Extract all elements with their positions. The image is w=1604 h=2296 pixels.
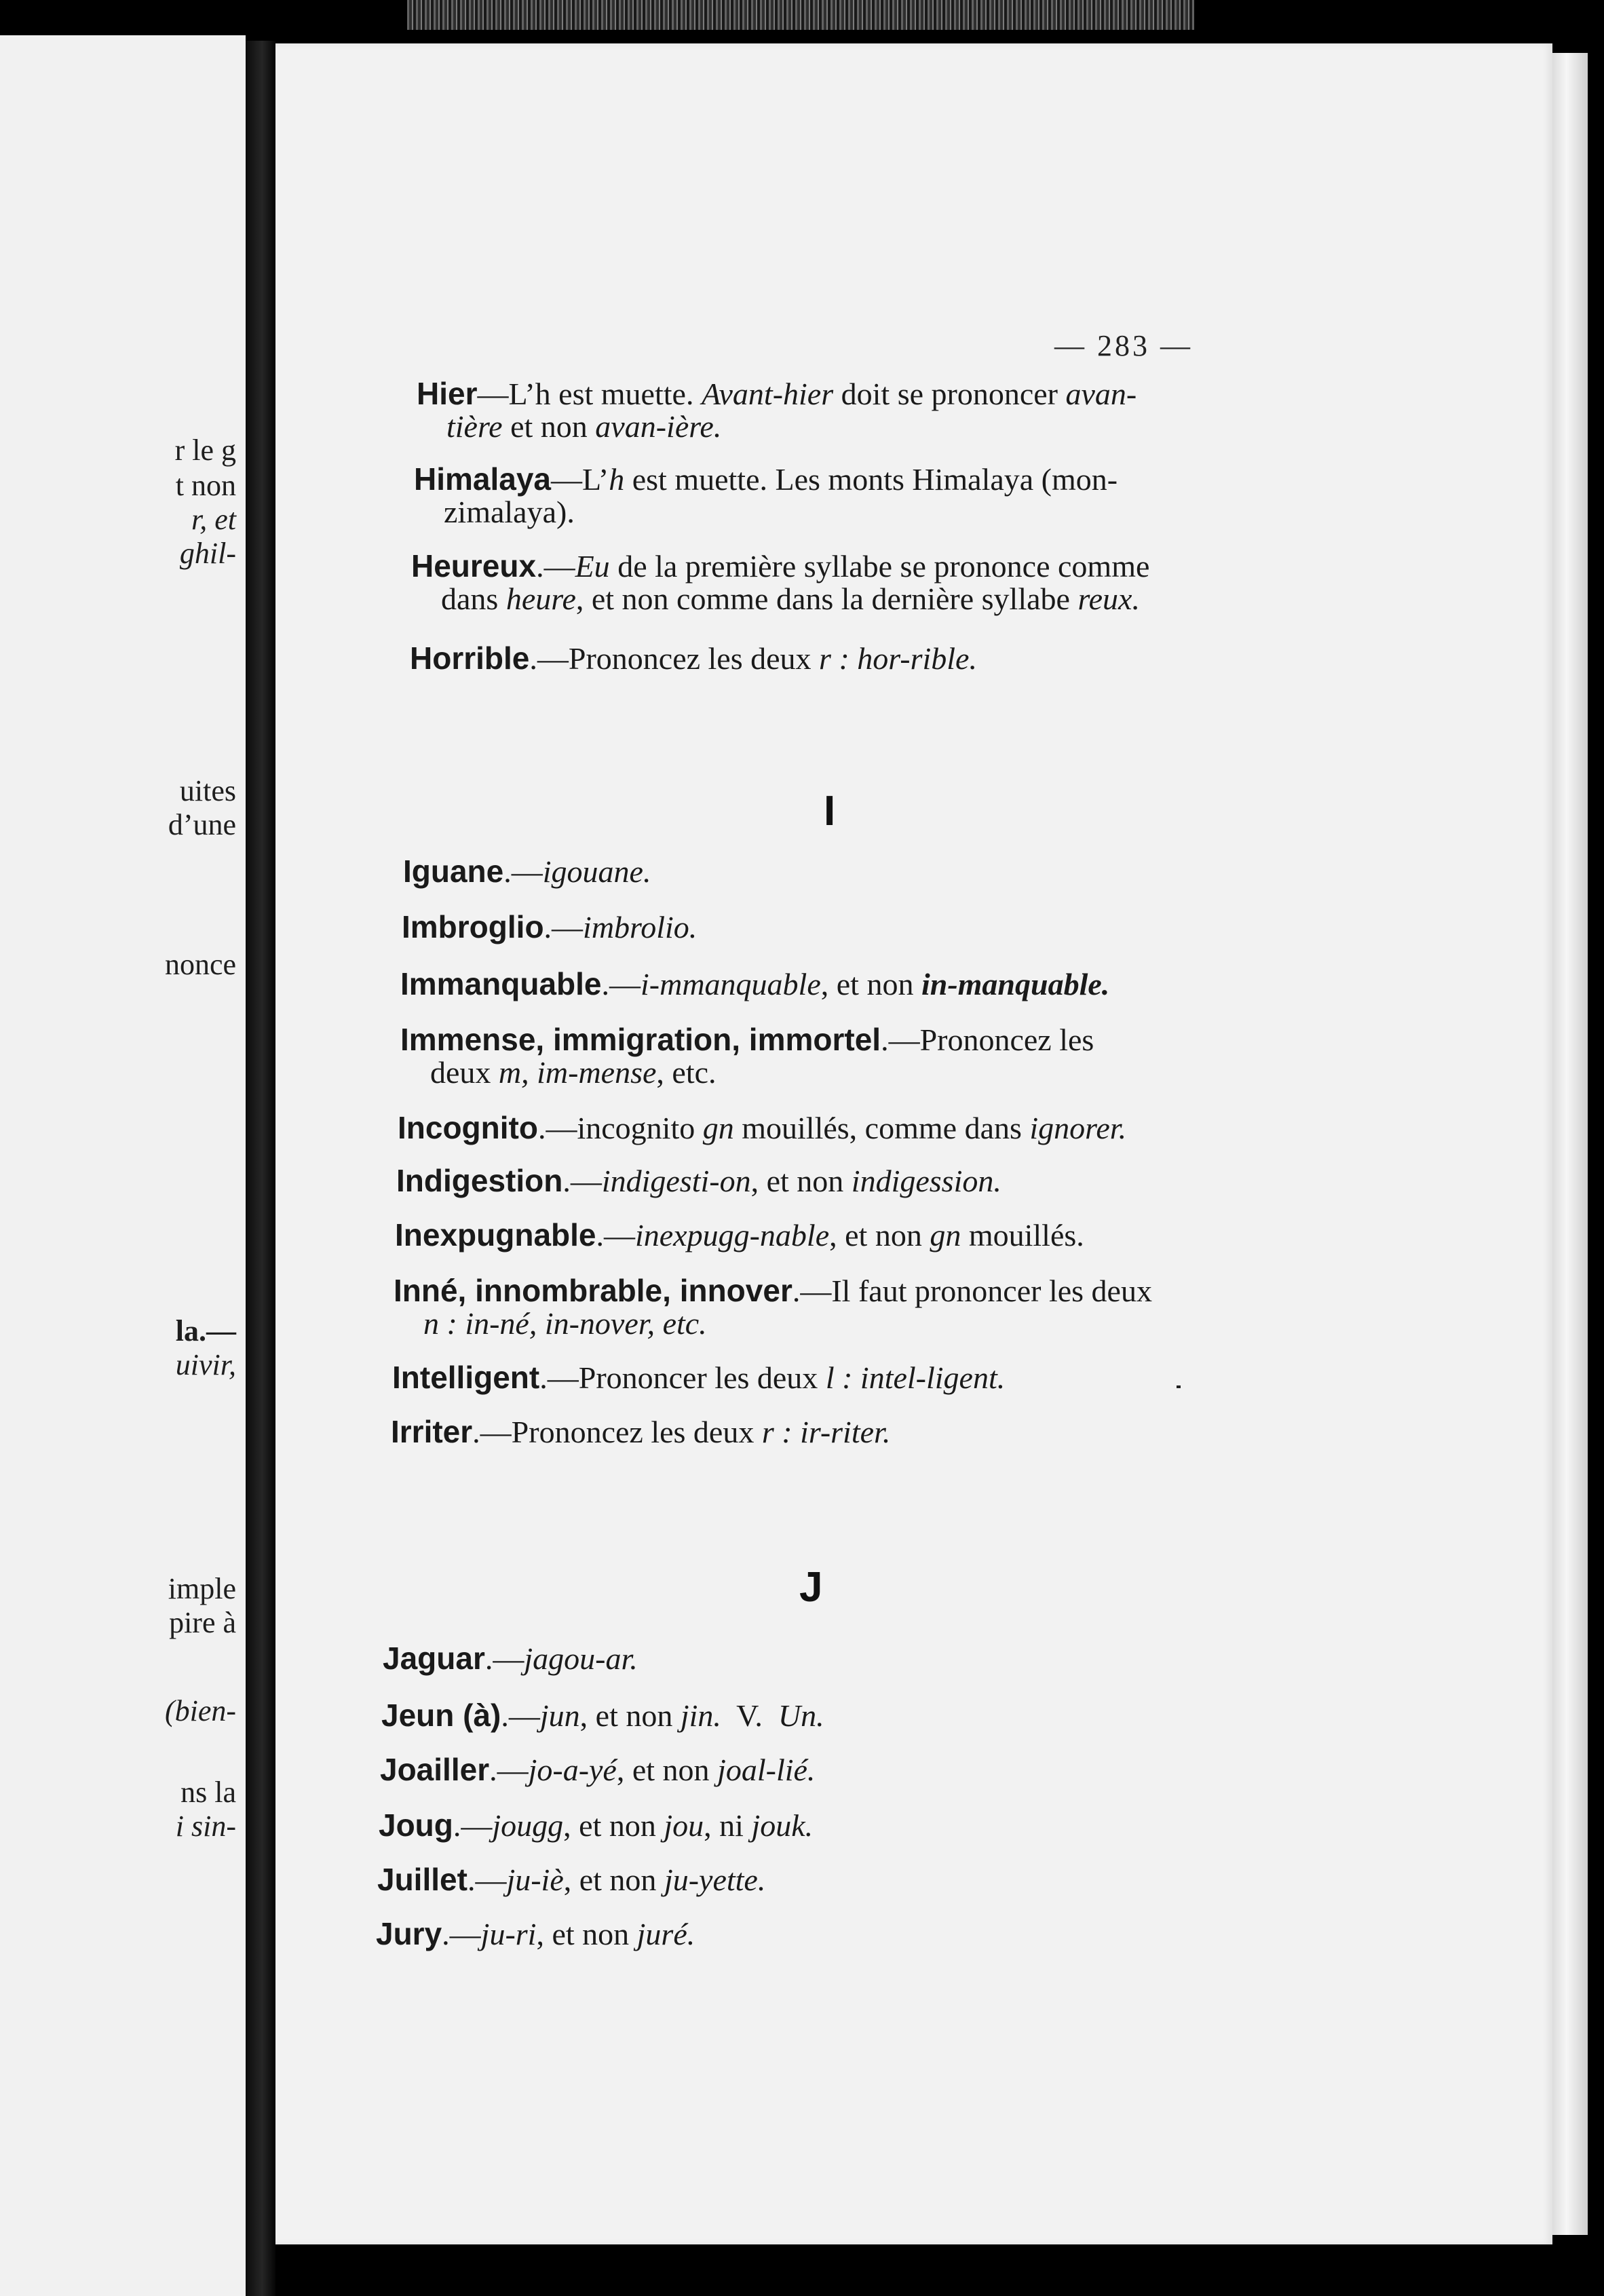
headword: Inexpugnable bbox=[395, 1217, 596, 1252]
headword: Hier bbox=[417, 376, 478, 411]
section-letter-i: I bbox=[824, 788, 836, 835]
headword: Jaguar bbox=[383, 1641, 485, 1676]
page-edge-stack bbox=[1552, 53, 1588, 2235]
left-fragment: uites bbox=[179, 774, 236, 807]
entry-imbroglio: Imbroglio.—imbrolio. bbox=[402, 909, 698, 944]
entry-jeun: Jeun (à).—jun, et non jin. V. Un. bbox=[381, 1698, 824, 1733]
left-fragment: la.— bbox=[175, 1314, 236, 1347]
headword: Immense, immigration, immortel bbox=[400, 1022, 881, 1057]
entry-indigestion: Indigestion.—indigesti-on, et non indigession. bbox=[396, 1163, 1001, 1198]
left-fragment: imple bbox=[168, 1572, 236, 1605]
page-number: — 283 — bbox=[1054, 329, 1193, 362]
entry-iguane: Iguane.—igouane. bbox=[403, 854, 651, 889]
left-fragment: d’une bbox=[168, 808, 236, 841]
entry-jaguar: Jaguar.—jagou-ar. bbox=[383, 1641, 638, 1676]
left-fragment: i sin- bbox=[175, 1810, 236, 1843]
left-page bbox=[0, 35, 246, 2296]
headword: Heureux bbox=[411, 548, 537, 583]
book-gutter bbox=[246, 41, 275, 2296]
entry-hier: Hier—L’h est muette. Avant-hier doit se prononcer avan- tière et non avan-ière. bbox=[417, 376, 1137, 444]
headword: Horrible bbox=[410, 640, 530, 676]
entry-heureux: Heureux.—Eu de la première syllabe se prononce comme dans heure, et non comme dans la dernière syllabe reux. bbox=[411, 548, 1150, 616]
headword: Joug bbox=[379, 1807, 453, 1843]
headword: Joailler bbox=[380, 1752, 490, 1787]
left-fragment: ghil- bbox=[179, 537, 236, 570]
headword: Incognito bbox=[398, 1110, 538, 1145]
entry-intelligent: Intelligent.—Prononcer les deux l : intel-ligent. bbox=[392, 1360, 1006, 1395]
headword: Imbroglio bbox=[402, 909, 544, 944]
entry-incognito: Incognito.—incognito gn mouillés, comme dans ignorer. bbox=[398, 1110, 1127, 1145]
entry-joug: Joug.—jougg, et non jou, ni jouk. bbox=[379, 1807, 814, 1843]
left-fragment: pire à bbox=[169, 1606, 236, 1639]
entry-immense: Immense, immigration, immortel.—Prononcez les deux m, im-mense, etc. bbox=[400, 1022, 1094, 1090]
section-letter-j: J bbox=[799, 1564, 823, 1611]
left-fragment: r, et bbox=[191, 503, 236, 536]
right-page bbox=[275, 43, 1552, 2244]
headword: Irriter bbox=[391, 1414, 473, 1449]
headword: Inné, innombrable, innover bbox=[394, 1273, 793, 1308]
left-fragment: (bien- bbox=[164, 1694, 236, 1727]
entry-inne: Inné, innombrable, innover.—Il faut prononcer les deux n : in-né, in-nover, etc. bbox=[394, 1273, 1152, 1341]
entry-irriter: Irriter.—Prononcez les deux r : ir-riter. bbox=[391, 1414, 891, 1449]
entry-himalaya: Himalaya—L’h est muette. Les monts Himalaya (mon- zimalaya). bbox=[414, 461, 1118, 529]
headword: Jeun (à) bbox=[381, 1698, 501, 1733]
entry-jury: Jury.—ju-ri, et non juré. bbox=[376, 1916, 695, 1951]
left-fragment: nonce bbox=[164, 948, 236, 981]
headword: Intelligent bbox=[392, 1360, 540, 1395]
headword: Iguane bbox=[403, 854, 504, 889]
print-speck bbox=[1177, 1385, 1181, 1388]
headword: Juillet bbox=[377, 1862, 467, 1897]
headword: Himalaya bbox=[414, 461, 552, 497]
left-fragment: r le g bbox=[174, 434, 236, 467]
headword: Jury bbox=[376, 1916, 442, 1951]
entry-joailler: Joailler.—jo-a-yé, et non joal-lié. bbox=[380, 1752, 816, 1787]
scan-noise-strip bbox=[407, 0, 1194, 30]
entry-horrible: Horrible.—Prononcez les deux r : hor-rible. bbox=[410, 640, 977, 676]
entry-immanquable: Immanquable.—i-mmanquable, et non in-manquable. bbox=[400, 966, 1110, 1001]
headword: Indigestion bbox=[396, 1163, 563, 1198]
left-fragment: uivir, bbox=[175, 1348, 236, 1381]
left-fragment: ns la bbox=[180, 1776, 236, 1809]
entry-inexpugnable: Inexpugnable.—inexpugg-nable, et non gn mouillés. bbox=[395, 1217, 1084, 1252]
entry-juillet: Juillet.—ju-iè, et non ju-yette. bbox=[377, 1862, 766, 1897]
left-fragment: t non bbox=[175, 469, 236, 502]
headword: Immanquable bbox=[400, 966, 602, 1001]
